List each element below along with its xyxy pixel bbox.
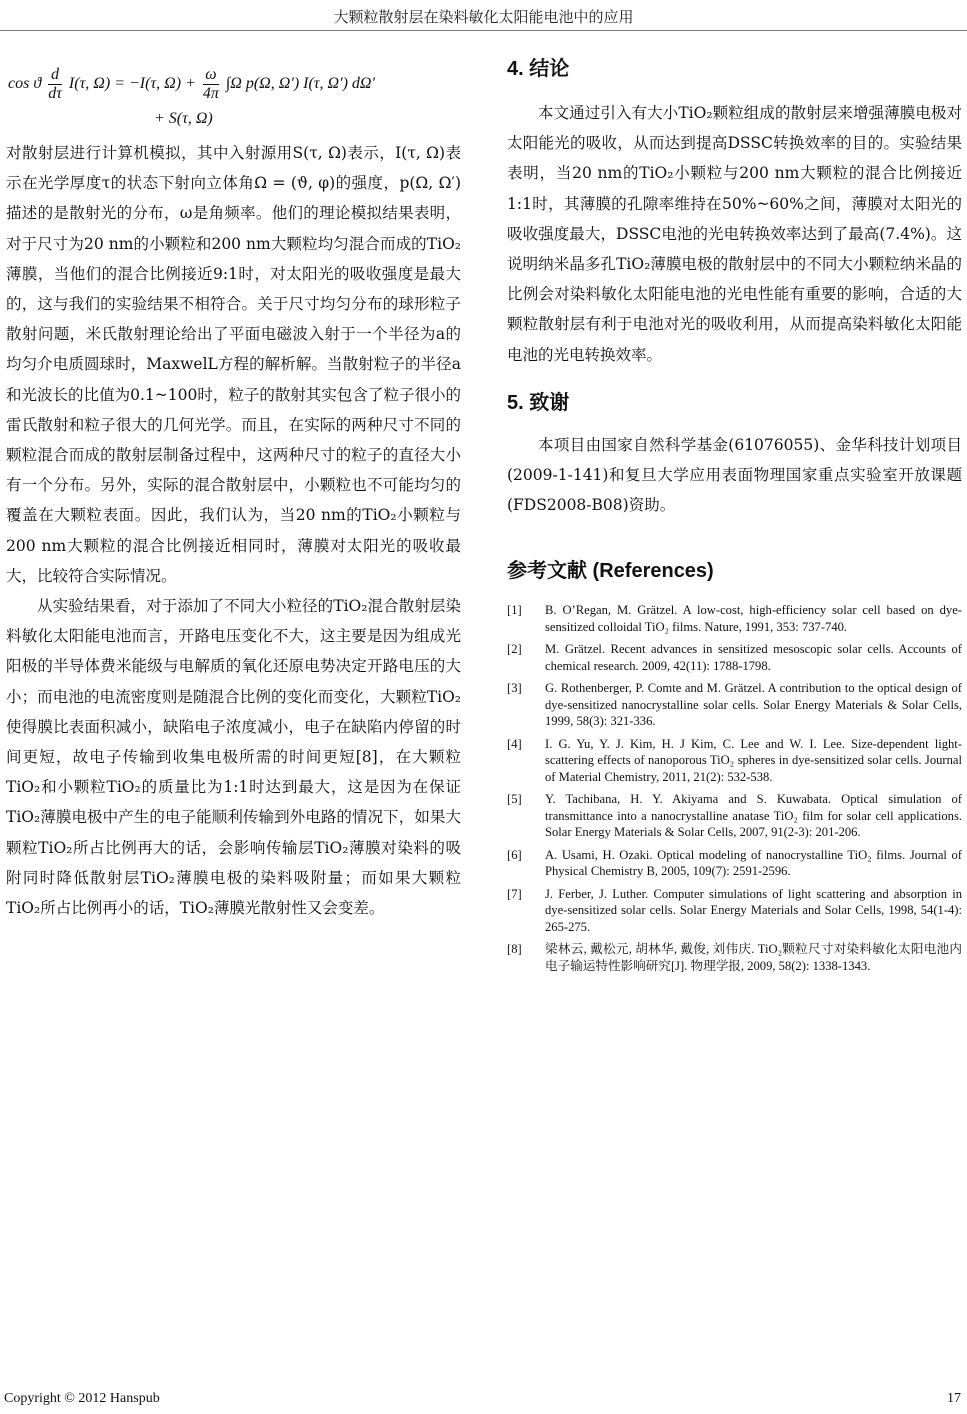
reference-number: [1] — [507, 603, 522, 618]
reference-number: [5] — [507, 792, 522, 807]
reference-list — [507, 602, 962, 974]
reference-number: [6] — [507, 847, 522, 862]
reference-number: [4] — [507, 736, 522, 751]
reference-item — [507, 791, 962, 841]
reference-text: M. Grätzel. Recent advances in sensitized mesoscopic solar cells. Accounts of chemical research. 2009, 42(11): 1788-1798. — [545, 642, 962, 673]
reference-item — [507, 941, 962, 974]
reference-text: J. Ferber, J. Luther. Computer simulations of light scattering and absorption in dye-sensitized solar cells. Solar Energy Materials and Solar Cells, 1998, 54(1-4): 265-275. — [545, 886, 962, 934]
reference-text: 梁林云, 戴松元, 胡林华, 戴俊, 刘伟庆. TiO₂颗粒尺寸对染料敏化太阳电池内电子输运特性影响研究[J]. 物理学报, 2009, 58(2): 1338-1343. — [545, 942, 962, 973]
equation-term1: I(τ, Ω) = −I(τ, Ω) + — [68, 75, 196, 93]
reference-text: I. G. Yu, Y. J. Kim, H. J Kim, C. Lee and W. I. Lee. Size-dependent light-scattering effects of nanoporous TiO₂ spheres in dye-sensitized solar cells. Journal of Material Chemistry, 2011, 21(2): 532-538. — [545, 736, 962, 784]
reference-item — [507, 680, 962, 730]
reference-number: [7] — [507, 886, 522, 901]
section-title-references: 参考文献 (References) — [507, 560, 714, 583]
footer-copyright: Copyright © 2012 Hanspub — [4, 1391, 160, 1406]
paragraph-simulation: 对散射层进行计算机模拟，其中入射源用S(τ, Ω)表示，I(τ, Ω)表示在光学厚度τ的状态下射向立体角Ω = (ϑ, φ)的强度，p(Ω, Ω′)描述的是散射光的分布，ω是角频率。他们的理论模拟结果表明，对于尺寸为20 nm的小颗粒和200 nm大颗粒均匀混合而成的TiO₂薄膜，当他们的混合比例接近9:1时，对太阳光的吸收强度是最大的，这与我们的实验结果不相符合。关于尺寸均匀分布的球形粒子散射问题，米氏散射理论给出了平面电磁波入射于一个半径为a的均匀介电质圆球时，MaxwelL方程的解析解。当散射粒子的半径a和光波长的比值为0.1~100时，粒子的散射其实包含了粒子很小的雷氏散射和粒子很大的几何光学。而且，在实际的两种尺寸不同的颗粒混合而成的散射层制备过程中，这两种尺寸的粒子的直径大小有一个分布。另外，实际的混合散射层中，小颗粒也不可能均匀的覆盖在大颗粒表面。因此，我们认为，当20 nm的TiO₂小颗粒与200 nm大颗粒的混合比例接近相同时，薄膜对太阳光的吸收最大，比较符合实际情况。 — [6, 144, 461, 585]
paragraph-conclusion: 本文通过引入有大小TiO₂颗粒组成的散射层来增强薄膜电极对太阳能光的吸收，从而达到提高DSSC转换效率的目的。实验结果表明，当20 nm的TiO₂小颗粒与200 nm大颗粒的混合比例接近1:1时，其薄膜的孔隙率维持在50%~60%之间，薄膜对太阳光的吸收强度最大，DSSC电池的光电转换效率达到了最高(7.4%)。这说明纳米晶多孔TiO₂薄膜电极的散射层中的不同大小颗粒纳米晶的比例会对染料敏化太阳能电池的光电性能有重要的影响，合适的大颗粒散射层有利于电池对光的吸收利用，从而提高染料敏化太阳能电池的光电转换效率。 — [507, 104, 962, 364]
omega-numerator: ω — [203, 66, 219, 85]
reference-text: B. O’Regan, M. Grätzel. A low-cost, high-efficiency solar cell based on dye-sensitized colloidal TiO₂ films. Nature, 1991, 353: 737-740. — [545, 603, 962, 634]
reference-item — [507, 641, 962, 674]
reference-text: A. Usami, H. Ozaki. Optical modeling of nanocrystalline TiO₂ films. Journal of Physical Chemistry B, 2005, 109(7): 2591-2596. — [545, 847, 962, 879]
reference-item — [507, 602, 962, 635]
equation-lhs: cos ϑ — [8, 75, 42, 93]
reference-number: [3] — [507, 681, 522, 696]
transfer-equation — [6, 48, 461, 138]
reference-number: [2] — [507, 642, 522, 657]
equation-integral: ∫Ω p(Ω, Ω′) I(τ, Ω′) dΩ′ — [225, 75, 375, 93]
reference-item — [507, 736, 962, 786]
footer-page-number: 17 — [947, 1391, 961, 1406]
header-rule — [0, 30, 967, 31]
running-head: 大颗粒散射层在染料敏化太阳能电池中的应用 — [333, 8, 634, 26]
paragraph-results: 从实验结果看，对于添加了不同大小粒径的TiO₂混合散射层染料敏化太阳能电池而言，开路电压变化不大，这主要是因为组成光阳极的半导体费米能级与电解质的氧化还原电势决定开路电压的大小；而电池的电流密度则是随混合比例的变化而变化，大颗粒TiO₂使得膜比表面积减小，缺陷电子浓度减小，电子在缺陷内停留的时间更短，故电子传输到收集电极所需的时间更短[8]，在大颗粒TiO₂和小颗粒TiO₂的质量比为1:1时达到最大，这是因为在保证TiO₂薄膜电极中产生的电子能顺利传输到外电路的情况下，如果大颗粒TiO₂所占比例再大的话，会影响传输层TiO₂薄膜对染料的吸附同时降低散射层TiO₂薄膜电极的染料吸附量；而如果大颗粒TiO₂所占比例再小的话，TiO₂薄膜光散射性又会变差。 — [6, 597, 461, 918]
right-column — [507, 48, 962, 980]
reference-number: [8] — [507, 942, 522, 957]
equation-line-2: + S(τ, Ω) — [154, 110, 213, 127]
section-title-conclusion: 4. 结论 — [507, 58, 570, 80]
derivative-numerator: d — [48, 66, 62, 85]
equation-line-1 — [8, 66, 375, 103]
section-title-acknowledgement: 5. 致谢 — [507, 391, 570, 414]
reference-text: G. Rothenberger, P. Comte and M. Grätzel. A contribution to the optical design of dye-sensitized nanocrystalline solar cells. Solar Energy Materials & Solar Cells, 1999, 58(3): 321-336. — [545, 681, 962, 729]
omega-denominator: 4π — [202, 85, 219, 102]
reference-item — [507, 847, 962, 880]
paragraph-acknowledgement: 本项目由国家自然科学基金(61076055)、金华科技计划项目(2009-1-141)和复旦大学应用表面物理国家重点实验室开放课题(FDS2008-B08)资助。 — [507, 435, 962, 515]
derivative-fraction — [48, 66, 62, 103]
left-column — [6, 48, 461, 923]
derivative-denominator: dτ — [48, 85, 62, 102]
reference-text: Y. Tachibana, H. Y. Akiyama and S. Kuwabata. Optical simulation of transmittance into a nanocrystalline anatase TiO₂ film for solar cell applications. Solar Energy Materials & Solar Cells, 2007, 91(2-3): 201-206. — [545, 792, 962, 840]
omega-fraction — [203, 66, 219, 103]
reference-item — [507, 886, 962, 936]
